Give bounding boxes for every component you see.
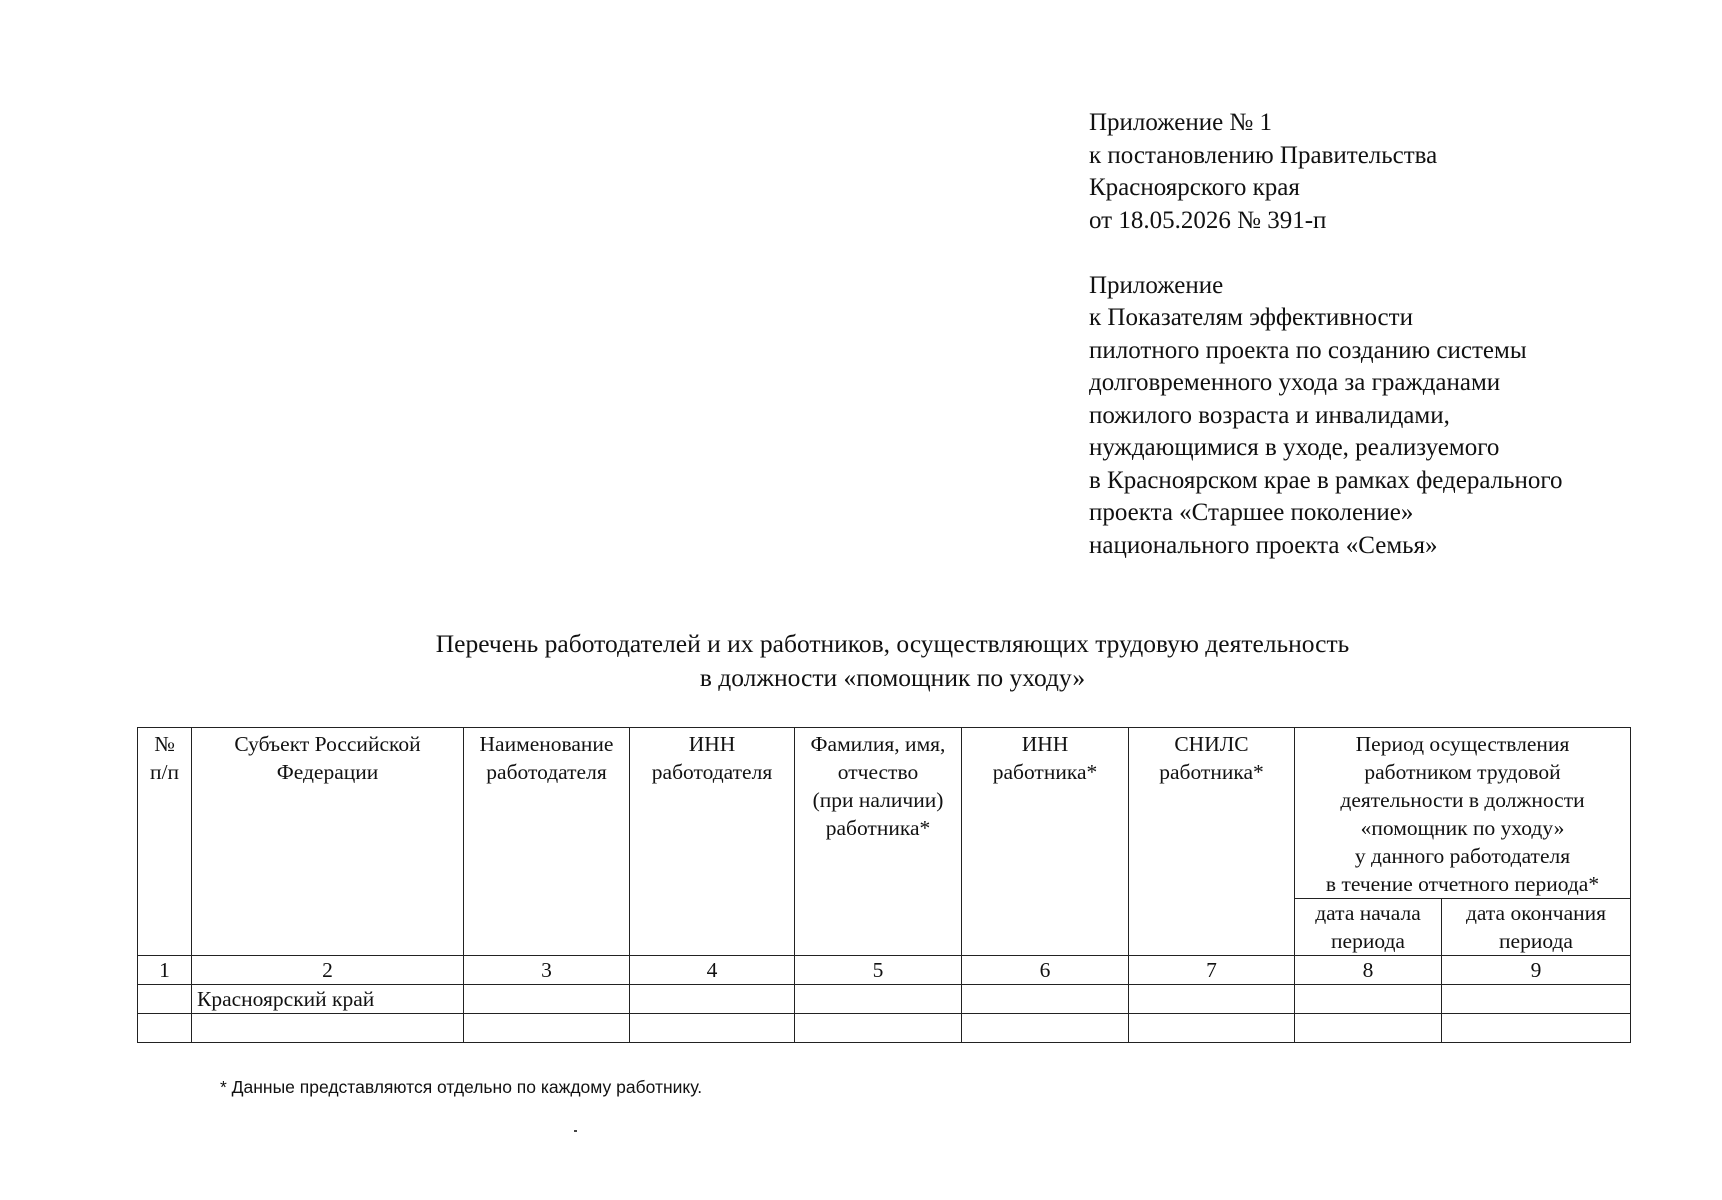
- column-number: 1: [138, 956, 192, 985]
- table-cell: [192, 1014, 464, 1043]
- header-employee-inn: ИНН работника*: [962, 728, 1129, 956]
- table-row: [138, 1014, 1631, 1043]
- table-cell: [1129, 985, 1295, 1014]
- column-number: 6: [962, 956, 1129, 985]
- appendix-block: [1089, 107, 1563, 562]
- table-cell: [962, 1014, 1129, 1043]
- column-number: 5: [795, 956, 962, 985]
- title-line-2: в должности «помощник по уходу»: [699, 663, 1086, 692]
- appendix-line: проекта «Старшее поколение»: [1089, 499, 1414, 526]
- table-cell: [138, 985, 192, 1014]
- scan-speck: [574, 1130, 577, 1132]
- appendix-line: Красноярского края: [1089, 174, 1300, 201]
- table-cell: [138, 1014, 192, 1043]
- header-employee-snils: СНИЛС работника*: [1129, 728, 1295, 956]
- footnote: * Данные представляются отдельно по каждому работнику.: [220, 1077, 703, 1097]
- column-number-row: [138, 956, 1631, 985]
- column-number: 4: [630, 956, 795, 985]
- column-number: 8: [1295, 956, 1442, 985]
- appendix-line: Приложение № 1: [1089, 109, 1273, 136]
- header-employee-name: Фамилия, имя, отчество (при наличии) работника*: [795, 728, 962, 956]
- header-period-start: дата начала периода: [1295, 899, 1442, 956]
- appendix-line: пилотного проекта по созданию системы: [1089, 336, 1527, 364]
- table-cell: [1442, 985, 1631, 1014]
- table-cell: [962, 985, 1129, 1014]
- table-cell: [795, 1014, 962, 1043]
- appendix-line: нуждающимися в уходе, реализуемого: [1089, 434, 1500, 461]
- appendix-line: Приложение: [1089, 271, 1224, 299]
- header-period-group: Период осуществления работником трудовой деятельности в должности «помощник по уходу» у данного работодателя в течение отчетного периода*: [1295, 728, 1631, 899]
- appendix-line: к постановлению Правительства: [1089, 141, 1438, 169]
- register-table: [137, 727, 1631, 1043]
- appendix-line: пожилого возраста и инвалидами,: [1089, 401, 1450, 429]
- header-employer-inn: ИНН работодателя: [630, 728, 795, 956]
- table-cell: [1129, 1014, 1295, 1043]
- table-cell-subject: Красноярский край: [192, 985, 464, 1014]
- appendix-line: от 18.05.2026 № 391-п: [1089, 206, 1327, 234]
- appendix-line: долговременного ухода за гражданами: [1089, 369, 1501, 396]
- header-subject: Субъект Российской Федерации: [192, 728, 464, 956]
- header-number: № п/п: [138, 728, 192, 956]
- appendix-line: к Показателям эффективности: [1089, 304, 1413, 331]
- table-cell: [630, 1014, 795, 1043]
- column-number: 7: [1129, 956, 1295, 985]
- table-cell: [1295, 985, 1442, 1014]
- table-cell: [464, 985, 630, 1014]
- table-cell: [1295, 1014, 1442, 1043]
- header-period-end: дата окончания периода: [1442, 899, 1631, 956]
- document-title: [0, 627, 1722, 695]
- title-line-1: Перечень работодателей и их работников, осуществляющих трудовую деятельность: [435, 629, 1350, 658]
- column-number: 9: [1442, 956, 1631, 985]
- table-cell: [630, 985, 795, 1014]
- column-number: 2: [192, 956, 464, 985]
- header-employer-name: Наименование работодателя: [464, 728, 630, 956]
- column-number: 3: [464, 956, 630, 985]
- table-cell: [464, 1014, 630, 1043]
- appendix-line: национального проекта «Семья»: [1089, 531, 1438, 559]
- appendix-spacer: [1089, 237, 1563, 270]
- table-header-row: [138, 728, 1631, 899]
- table-cell: [795, 985, 962, 1014]
- table-row: [138, 985, 1631, 1014]
- table-cell: [1442, 1014, 1631, 1043]
- appendix-line: в Красноярском крае в рамках федерального: [1089, 466, 1563, 494]
